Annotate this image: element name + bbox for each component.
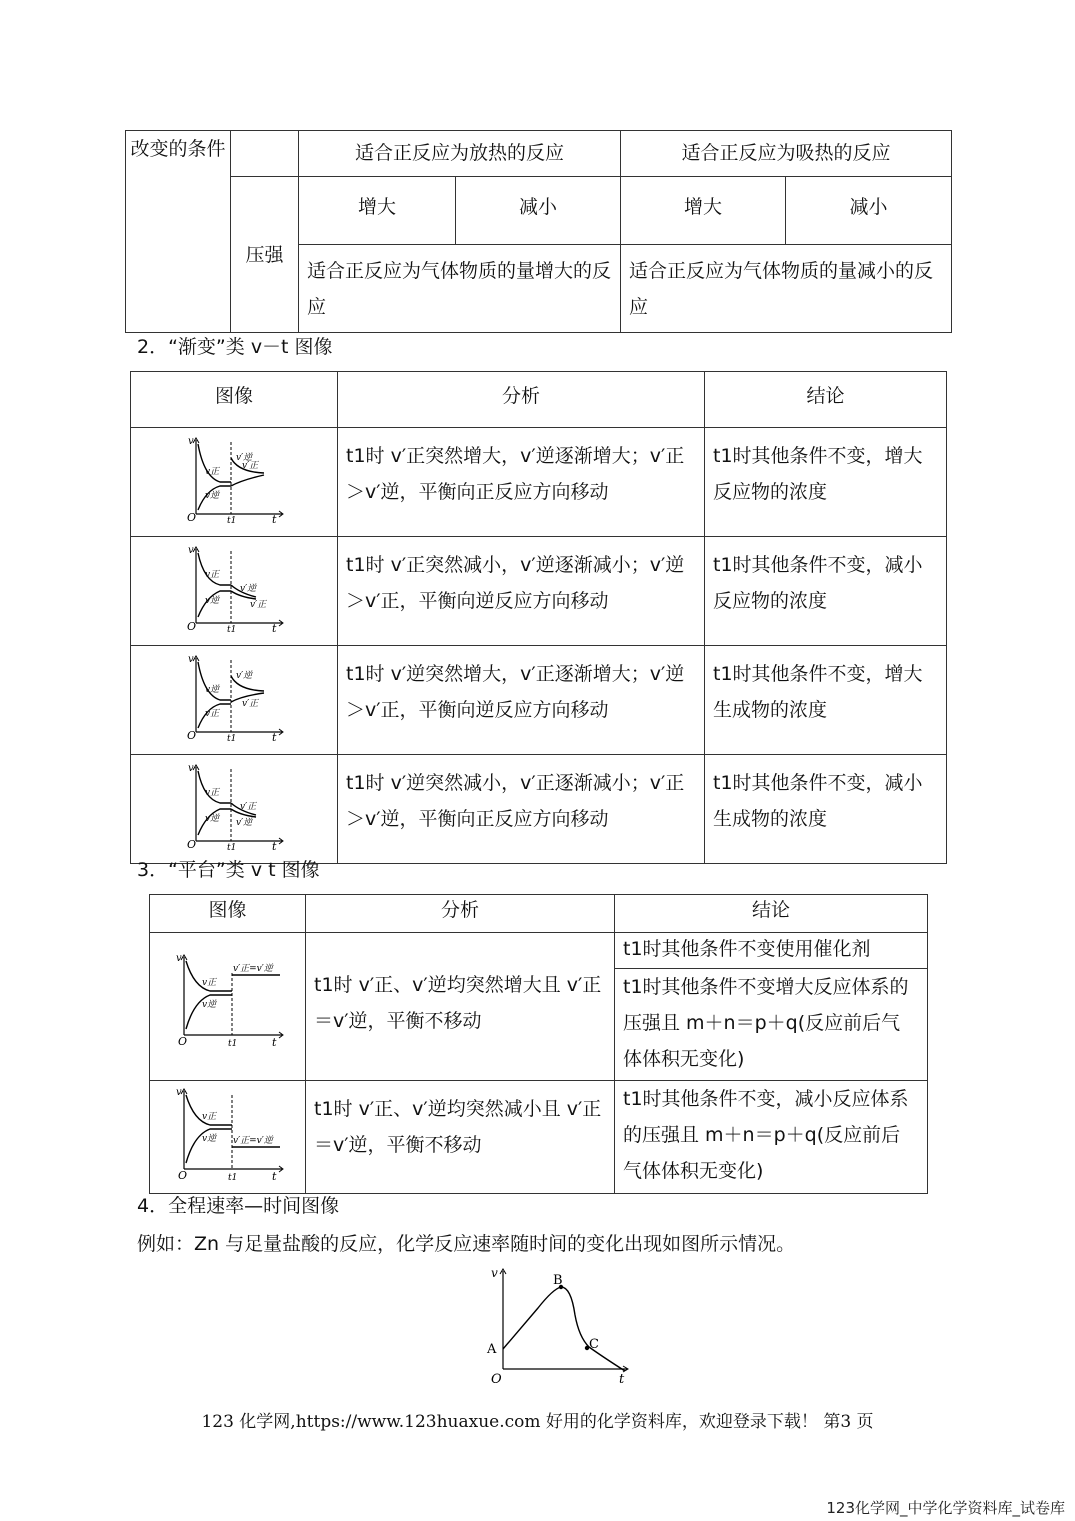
header-conclusion: 结论 — [751, 899, 790, 921]
section2-title: 2．“渐变”类 v－t 图像 — [137, 336, 333, 358]
endo-increase: 增大 — [684, 196, 723, 218]
point-b: B — [553, 1273, 563, 1288]
origin: O — [187, 620, 197, 633]
section4-example: 例如：Zn 与足量盐酸的反应，化学反应速率随时间的变化出现如图所示情况。 — [137, 1233, 796, 1255]
conclusion-4: t1时其他条件不变，减小生成物的浓度 — [713, 772, 923, 830]
v-zheng: v正 — [205, 467, 220, 477]
conclusion-3: t1时其他条件不变，增大生成物的浓度 — [713, 663, 923, 721]
t1-label: t1 — [227, 625, 237, 633]
t1-label: t1 — [228, 1039, 238, 1047]
watermark: 123化学网_中学化学资料库_试卷库 — [826, 1499, 1065, 1517]
header-conclusion: 结论 — [806, 385, 845, 407]
vt-graph-decrease-product — [184, 759, 304, 851]
exo-pressure-text: 适合正反应为气体物质的量增大的反应 — [307, 260, 612, 318]
axis-t: t — [619, 1372, 625, 1387]
endo-decrease: 减小 — [849, 196, 888, 218]
vp-ni: v′逆 — [236, 818, 253, 828]
axis-t: t — [272, 622, 277, 633]
platform-conclusion-2: t1时其他条件不变，减小反应体系的压强且 m＋n＝p＋q(反应前后气体体积无变化) — [623, 1088, 909, 1182]
v-zheng: v正 — [205, 709, 220, 719]
vp-zheng: v′正 — [250, 600, 267, 610]
axis-t: t — [272, 1170, 277, 1181]
v-ni: v逆 — [205, 596, 220, 606]
axis-t: t — [272, 1036, 277, 1047]
platform-conclusion-1b: t1时其他条件不变增大反应体系的压强且 m＋n＝p＋q(反应前后气体体积无变化) — [623, 976, 909, 1070]
v-zheng: v正 — [202, 1112, 217, 1122]
axis-t: t — [272, 840, 277, 851]
vp-zheng: v′正 — [242, 699, 259, 709]
condition-label: 改变的条件 — [130, 138, 226, 160]
page-footer: 123 化学网,https://www.123huaxue.com 好用的化学资料库，欢迎登录下载！ 第3 页 — [201, 1412, 874, 1432]
exo-header: 适合正反应为放热的反应 — [355, 142, 565, 164]
point-a: A — [487, 1342, 497, 1357]
v-ni: v逆 — [205, 685, 220, 695]
axis-t: t — [272, 513, 277, 524]
v-ni: v逆 — [202, 1000, 217, 1010]
vp-ni: v′逆 — [236, 453, 253, 463]
conclusion-2: t1时其他条件不变，减小反应物的浓度 — [713, 554, 923, 612]
t1-label: t1 — [228, 1173, 238, 1181]
exo-decrease: 减小 — [519, 196, 558, 218]
vp-zheng: v′正 — [240, 802, 257, 812]
zn-hcl-rate-graph — [483, 1265, 633, 1390]
origin: O — [187, 511, 197, 524]
pressure-table — [125, 130, 952, 333]
header-graph: 图像 — [208, 899, 247, 921]
vt-graph-decrease-reactant — [184, 541, 304, 633]
origin: O — [491, 1372, 502, 1387]
t1-label: t1 — [227, 843, 237, 851]
origin: O — [187, 729, 197, 742]
vp-ni: v′逆 — [236, 671, 253, 681]
axis-v: v — [188, 545, 194, 556]
v-ni: v逆 — [205, 491, 220, 501]
origin: O — [178, 1169, 188, 1181]
vp-eq: v′正=v′逆 — [233, 1136, 273, 1146]
analysis-2: t1时 v′正突然减小，v′逆逐渐减小；v′逆＞v′正，平衡向逆反应方向移动 — [346, 554, 685, 612]
platform-conclusion-1a: t1时其他条件不变使用催化剂 — [623, 938, 871, 960]
endo-header: 适合正反应为吸热的反应 — [681, 142, 891, 164]
v-ni: v逆 — [202, 1134, 217, 1144]
section3-title: 3．“平台”类 v t 图像 — [137, 859, 320, 881]
vt-graph-catalyst — [172, 951, 292, 1047]
v-zheng: v正 — [202, 978, 217, 988]
point-c: C — [589, 1337, 599, 1352]
endo-pressure-text: 适合正反应为气体物质的量减小的反应 — [629, 260, 934, 318]
section4-title: 4．全程速率—时间图像 — [137, 1195, 340, 1217]
vp-ni: v′逆 — [240, 584, 257, 594]
analysis-4: t1时 v′逆突然减小，v′正逐渐减小；v′正＞v′逆，平衡向正反应方向移动 — [346, 772, 685, 830]
axis-v: v — [188, 654, 194, 665]
t1-label: t1 — [227, 734, 237, 742]
platform-analysis-1: t1时 v′正、v′逆均突然增大且 v′正＝v′逆，平衡不移动 — [314, 974, 602, 1032]
axis-v: v — [188, 436, 194, 447]
v-ni: v逆 — [205, 814, 220, 824]
axis-v: v — [176, 1087, 182, 1098]
analysis-1: t1时 v′正突然增大，v′逆逐渐增大；v′正＞v′逆，平衡向正反应方向移动 — [346, 445, 685, 503]
platform-analysis-2: t1时 v′正、v′逆均突然减小且 v′正＝v′逆，平衡不移动 — [314, 1098, 602, 1156]
t1-label: t1 — [227, 516, 237, 524]
analysis-3: t1时 v′逆突然增大，v′正逐渐增大；v′逆＞v′正，平衡向逆反应方向移动 — [346, 663, 685, 721]
v-zheng: v正 — [205, 570, 220, 580]
platform-vt-table — [149, 894, 928, 1194]
axis-v: v — [188, 763, 194, 774]
header-analysis: 分析 — [440, 899, 479, 921]
axis-t: t — [272, 731, 277, 742]
header-graph: 图像 — [214, 385, 253, 407]
pressure-label: 压强 — [245, 243, 284, 266]
vt-graph-increase-reactant — [184, 432, 304, 524]
vt-graph-increase-product — [184, 650, 304, 742]
origin: O — [178, 1035, 188, 1047]
vp-zheng: v′正 — [242, 461, 259, 471]
vp-eq: v′正=v′逆 — [233, 964, 273, 974]
axis-v: v — [176, 953, 182, 964]
conclusion-1: t1时其他条件不变，增大反应物的浓度 — [713, 445, 923, 503]
axis-v: v — [491, 1266, 498, 1280]
v-zheng: v正 — [205, 788, 220, 798]
exo-increase: 增大 — [357, 196, 396, 218]
vt-graph-decrease-pressure — [172, 1085, 292, 1181]
origin: O — [187, 838, 197, 851]
header-analysis: 分析 — [501, 385, 540, 407]
gradual-vt-table — [130, 371, 947, 864]
